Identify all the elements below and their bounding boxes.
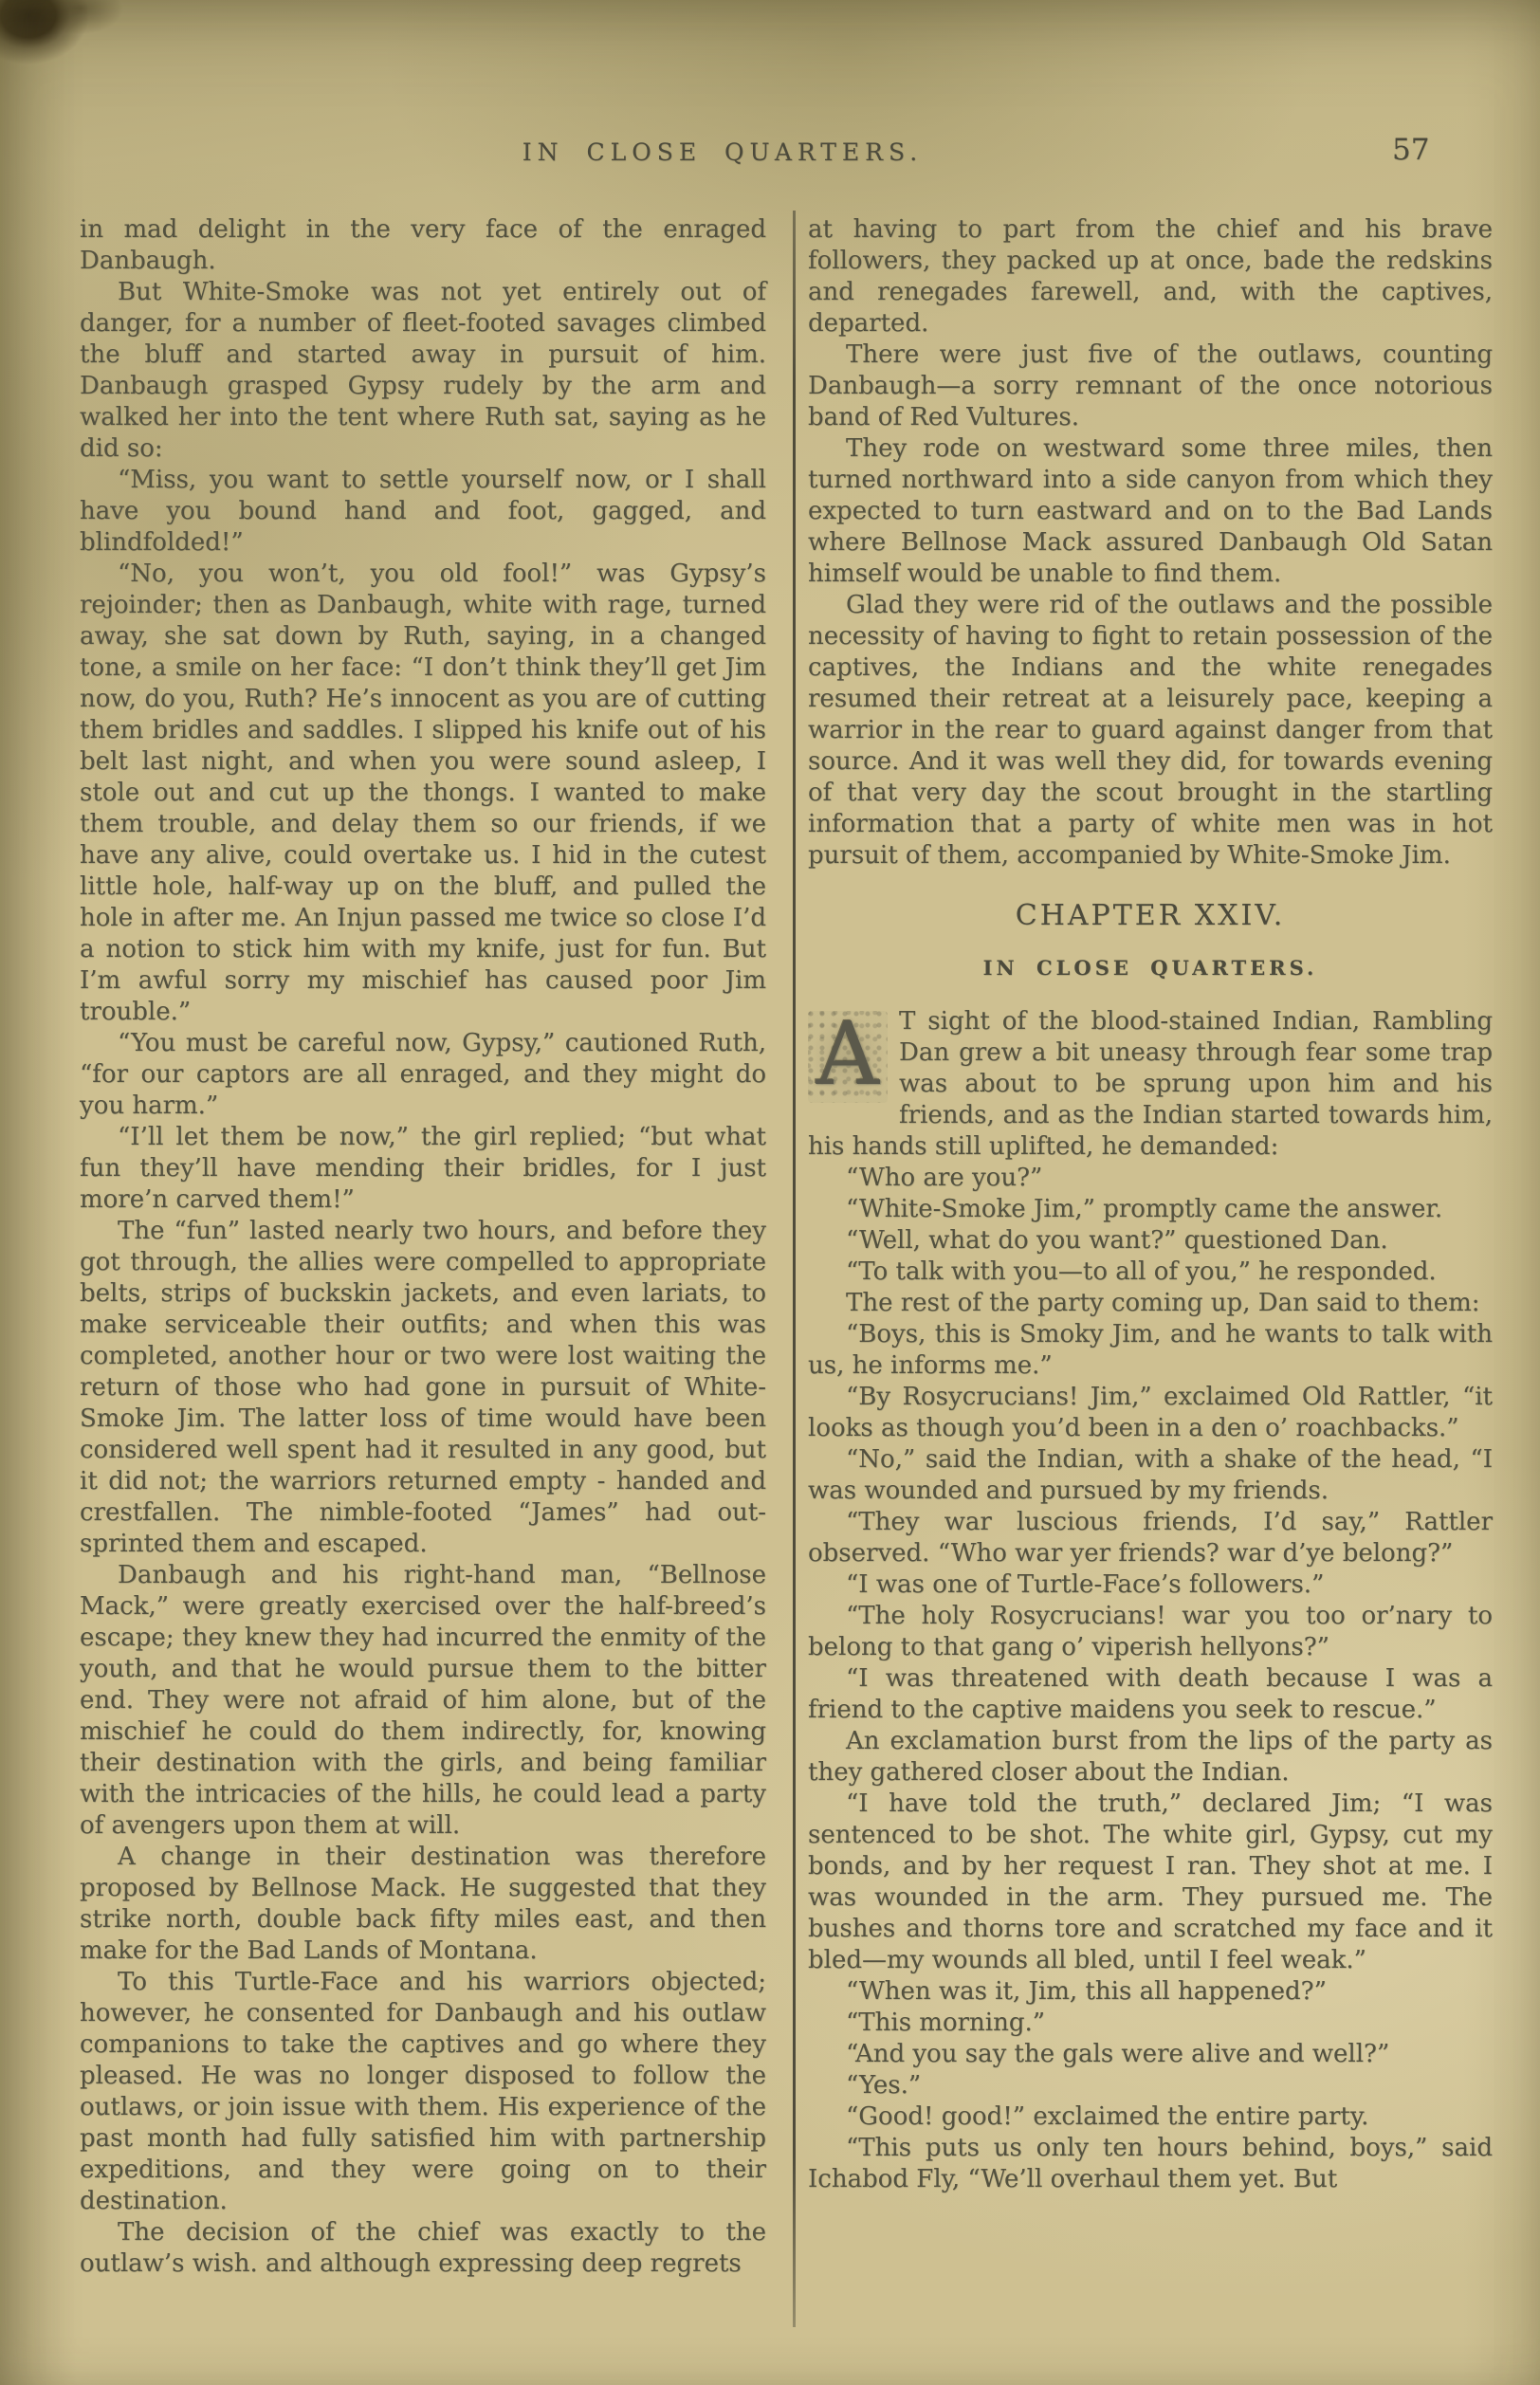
page-number: 57 [1392, 133, 1430, 167]
paragraph: in mad delight in the very face of the enraged Danbaugh. [80, 215, 766, 275]
chapter-heading: CHAPTER XXIV. [1015, 899, 1286, 932]
paragraph: “No, you won’t, you old fool!” was Gypsy’s rejoinder; then as Danbaugh, white with rage, turned away, she sat down by Ruth, saying, in a changed tone, a smile on her face: “I don’t think they’ll get Jim now, do you, Ruth? He’s innocent as you are of cutting them bridles and saddles. I slipped his knife out of his belt last night, and when you were sound asleep, I stole out and cut up the thongs. I wanted to make them trouble, and delay them so our friends, if we have any alive, could overtake us. I hid in the cutest little hole, half-way up on the bluff, and pulled the hole in after me. An Injun passed me twice so close I’d a notion to stick him with my knife, just for fun. But I’m awful sorry my mischief has caused poor Jim trouble.” [80, 560, 766, 1026]
paragraph: at having to part from the chief and his brave followers, they packed up at once, bade the redskins and renegades farewell, and, with the captives, departed. [808, 215, 1493, 338]
chapter-subheading: IN CLOSE QUARTERS. [982, 956, 1318, 980]
paragraph: “And you say the gals were alive and well?” [846, 2040, 1390, 2068]
paragraph: “Boys, this is Smoky Jim, and he wants to talk with us, he informs me.” [808, 1320, 1493, 1380]
paragraph: “I was threatened with death because I was a friend to the captive maidens you seek to rescue.” [808, 1664, 1493, 1724]
paragraph: “I have told the truth,” declared Jim; “I was sentenced to be shot. The white girl, Gypsy, cut my bonds, and by her request I ran. They shot at me. I was wounded in the arm. They pursued me. The bushes and thorns tore and scratched my face and it bled—my wounds all bled, until I feel weak.” [808, 1789, 1493, 1974]
paragraph: The rest of the party coming up, Dan said to them: [846, 1289, 1480, 1317]
paragraph: “Yes.” [846, 2071, 922, 2100]
paragraph: There were just five of the outlaws, counting Danbaugh—a sorry remnant of the once notorious band of Red Vultures. [808, 340, 1493, 431]
paragraph: “Miss, you want to settle yourself now, or I shall have you bound hand and foot, gagged, and blindfolded!” [80, 466, 766, 557]
paragraph: The decision of the chief was exactly to the outlaw’s wish. and although expressing deep regrets [80, 2218, 766, 2278]
paragraph: “I was one of Turtle-Face’s followers.” [846, 1570, 1325, 1599]
column-divider-rule [793, 211, 796, 2327]
chapter-opening-text: T sight of the blood-stained Indian, Rambling Dan grew a bit uneasy through fear some trap was about to be sprung upon him and his friends, and as the Indian started towards him, his hands still uplifted, he demanded: [808, 1007, 1493, 1161]
paragraph: A change in their destination was therefore proposed by Bellnose Mack. He suggested that they strike north, double back fifty miles east, and then make for the Bad Lands of Montana. [80, 1843, 766, 1965]
paragraph: “Good! good!” exclaimed the entire party. [846, 2102, 1369, 2131]
paragraph: The “fun” lasted nearly two hours, and before they got through, the allies were compelled to appropriate belts, strips of buckskin jackets, and even lariats, to make serviceable their outfits; and when this was completed, another hour or two were lost waiting the return of those who had gone in pursuit of White-Smoke Jim. The latter loss of time would have been considered well spent had it resulted in any good, but it did not; the warriors returned empty - handed and crestfallen. The nimble-footed “James” had out-sprinted them and escaped. [80, 1217, 766, 1558]
paragraph: “They war luscious friends, I’d say,” Rattler observed. “Who war yer friends? war d’ye belong?” [808, 1508, 1493, 1568]
paragraph: “White-Smoke Jim,” promptly came the answer. [846, 1195, 1443, 1223]
paragraph: “Well, what do you want?” questioned Dan. [846, 1226, 1388, 1255]
paragraph: But White-Smoke was not yet entirely out of danger, for a number of fleet-footed savages climbed the bluff and started away in pursuit of him. Danbaugh grasped Gypsy rudely by the arm and walked her into the tent where Ruth sat, saying as he did so: [80, 278, 766, 463]
paragraph: To this Turtle-Face and his warriors objected; however, he consented for Danbaugh and his outlaw companions to take the captives and go where they pleased. He was no longer disposed to follow the outlaws, or join issue with them. His experience of the past month had fully satisfied him with partnership expeditions, and they were going on to their destination. [80, 1968, 766, 2215]
running-title: IN CLOSE QUARTERS. [522, 138, 924, 166]
paragraph: “To talk with you—to all of you,” he responded. [846, 1257, 1437, 1286]
paragraph: “You must be careful now, Gypsy,” cautioned Ruth, “for our captors are all enraged, and they might do you harm.” [80, 1029, 766, 1120]
ornamental-initial: A [808, 1011, 888, 1103]
page-header [80, 138, 1366, 166]
left-column [80, 214, 766, 2280]
paragraph: Danbaugh and his right-hand man, “Bellnose Mack,” were greatly exercised over the half-breed’s escape; they knew they had incurred the enmity of the youth, and that he would pursue them to the bitter end. They were not afraid of him alone, but of the mischief he could do them indirectly, for, knowing their destination with the girls, and being familiar with the intricacies of the hills, he could lead a party of avengers upon them at will. [80, 1561, 766, 1840]
paragraph: “This morning.” [846, 2009, 1046, 2037]
paragraph: “When was it, Jim, this all happened?” [846, 1977, 1327, 2006]
paragraph: “The holy Rosycrucians! war you too or’nary to belong to that gang o’ viperish hellyons?” [808, 1602, 1493, 1661]
paragraph: “By Rosycrucians! Jim,” exclaimed Old Rattler, “it looks as though you’d been in a den o’ roachbacks.” [808, 1383, 1493, 1442]
paragraph: “I’ll let them be now,” the girl replied; “but what fun they’ll have mending their bridles, for I just more’n carved them!” [80, 1123, 766, 1214]
paragraph: “No,” said the Indian, with a shake of the head, “I was wounded and pursued by my friends. [808, 1445, 1493, 1505]
paragraph: Glad they were rid of the outlaws and the possible necessity of having to fight to retain possession of the captives, the Indians and the white renegades resumed their retreat at a leisurely pace, keeping a warrior in the rear to guard against danger from that source. And it was well they did, for towards evening of that very day the scout brought in the startling information that a party of white men was in hot pursuit of them, accompanied by White-Smoke Jim. [808, 591, 1493, 870]
paragraph: “This puts us only ten hours behind, boys,” said Ichabod Fly, “We’ll overhaul them yet. But [808, 2134, 1493, 2193]
chapter-opening-paragraph [808, 1003, 1493, 1163]
paragraph: “Who are you?” [846, 1164, 1043, 1192]
paragraph: An exclamation burst from the lips of the party as they gathered closer about the Indian. [808, 1727, 1493, 1787]
paragraph: They rode on westward some three miles, then turned northward into a side canyon from which they expected to turn eastward and on to the Bad Lands where Bellnose Mack assured Danbaugh Old Satan himself would be unable to find them. [808, 434, 1493, 588]
right-column [808, 214, 1493, 2195]
